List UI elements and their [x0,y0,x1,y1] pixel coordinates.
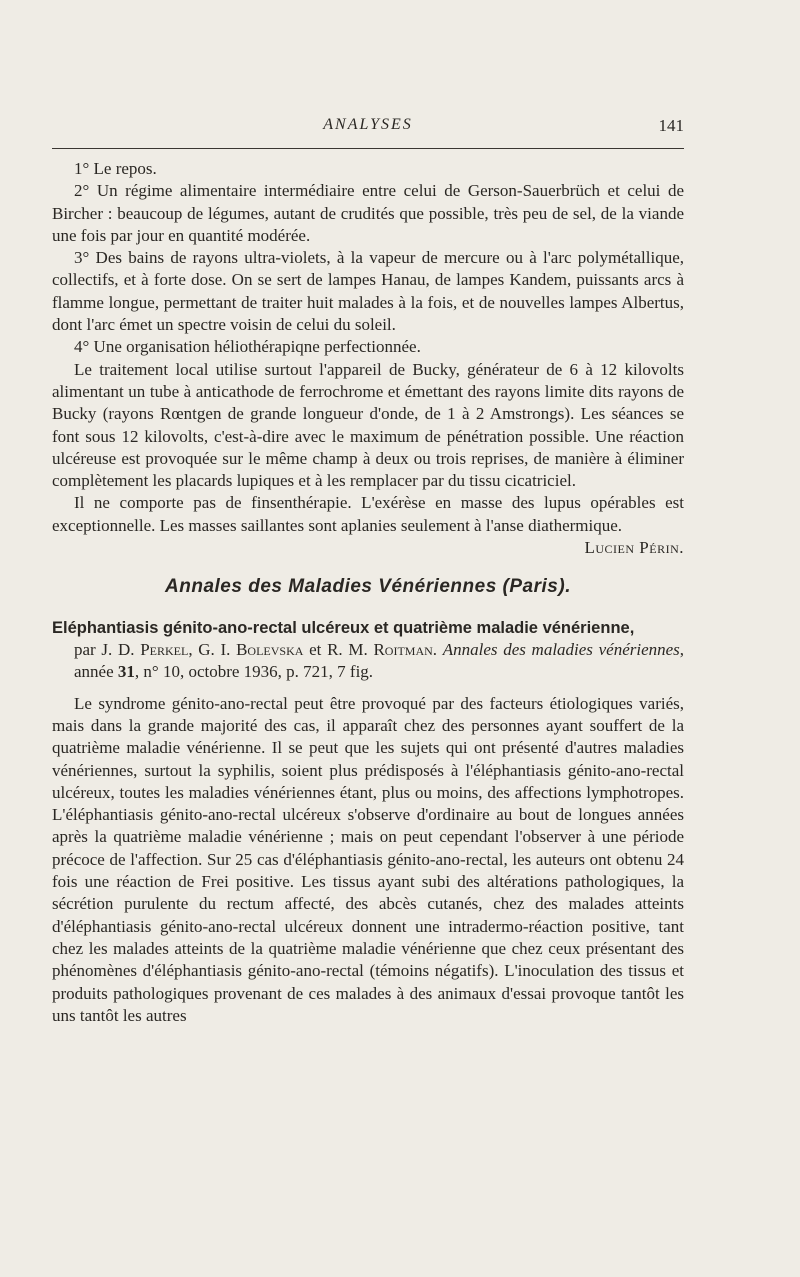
paragraph-finsentherapie-text: Il ne comporte pas de finsenthérapie. L'exérèse en masse des lupus opérables est exceptionnelle. Les masses saillantes sont aplanies seulement à l'anse diathermique. [52,493,684,535]
paragraph-finsentherapie [52,492,684,558]
page-number: 141 [658,116,684,135]
citation-sep-2: et R. M. [303,639,368,659]
body-text [52,158,684,1027]
paragraph-organisation: 4° Une organisation héliothérapiqne perfectionnée. [74,337,421,357]
abstract-heading [52,617,684,683]
citation-prefix: par J. D. [74,639,135,659]
paragraph-regime: 2° Un régime alimentaire intermédiaire entre celui de Gerson-Sauerbrüch et celui de Bircher : beaucoup de légumes, autant de crudités que possible, très peu de sel, de la viande une fois par jour en quantité modérée. [52,181,684,245]
author-bolevska: Bolevska [236,639,304,659]
citation-issue: , n° 10, octobre 1936, p. 721, 7 fig. [134,661,374,681]
article-citation [74,639,684,683]
header-rule [52,148,684,149]
abstract-body: Le syndrome génito-ano-rectal peut être provoqué par des facteurs étiologiques variés, mais dans la grande majorité des cas, il apparaît chez des personnes ayant souffert de la quatrième maladie vénérienne. Il se peut que les sujets qui ont présenté d'autres maladies vénériennes, surtout la syphilis, soient plus prédisposés à l'éléphantiasis génito-ano-rectal ulcéreux, toutes les maladies vénériennes étant, plus ou moins, des affections lymphotropes. L'éléphantiasis génito-ano-rectal ulcéreux s'observe d'ordinaire au bout de longues années après la quatrième maladie vénérienne ; mais on peut cependant l'observer à une période précoce de l'affection. Sur 25 cas d'éléphantiasis génito-ano-rectal, les auteurs ont obtenu 24 fois une réaction de Frei positive. Les tissus ayant subi des altérations pathologiques, la sécrétion purulente du rectum affecté, des abcès cutanés, chez des malades atteints d'éléphantiasis génito-ano-rectal ulcéreux donnent une intradermo-réaction positive, tant chez les malades atteints de la quatrième maladie vénérienne que chez ceux présentant des phénomènes d'éléphantiasis génito-ano-rectal (témoins négatifs). L'inoculation des tissus et produits pathologiques provenant de ces malades à des animaux d'essai provoque tantôt les uns tantôt les autres [52,693,684,1025]
author-perkel: Perkel [140,639,189,659]
running-title: ANALYSES [323,116,413,133]
author-roitman: Roitman [373,639,433,659]
year-number: 31 [117,661,135,681]
author-signature: Lucien Périn. [584,538,684,558]
citation-year-label: , année [74,639,685,681]
paragraph-traitement-local: Le traitement local utilise surtout l'appareil de Bucky, générateur de 6 à 12 kilovolts alimentant un tube à anticathode de ferrochrome et émettant des rayons limite dits rayons de Bucky (rayons Rœntgen de grande longueur d'onde, de 1 à 2 Amstrongs). Les séances se font sous 12 kilovolts, c'est-à-dire avec le maximum de pénétration possible. Une réaction ulcéreuse est provoquée sur le même champ à deux ou trois reprises, de manière à éliminer complètement les placards lupiques et à les remplacer par du tissu cicatriciel. [52,359,684,491]
section-title: Annales des Maladies Vénériennes (Paris). [165,576,571,598]
article-title: Eléphantiasis génito-ano-rectal ulcéreux et quatrième maladie vénérienne, [52,618,635,637]
citation-dot: . [432,639,443,659]
paragraph-repos: 1° Le repos. [74,159,157,178]
citation-sep-1: , G. I. [188,639,231,659]
page-header [52,116,684,140]
paragraph-bains: 3° Des bains de rayons ultra-violets, à la vapeur de mercure ou à l'arc polymétallique, collectifs, et à forte dose. On se sert de lampes Hanau, de lampes Kandem, puissants arcs à flamme longue, permettant de traiter huit malades à la fois, et de nouvelles lampes Albertus, dont l'arc émet un spectre voisin de celui du soleil. [52,248,684,335]
journal-name: Annales des maladies vénériennes [442,639,680,659]
